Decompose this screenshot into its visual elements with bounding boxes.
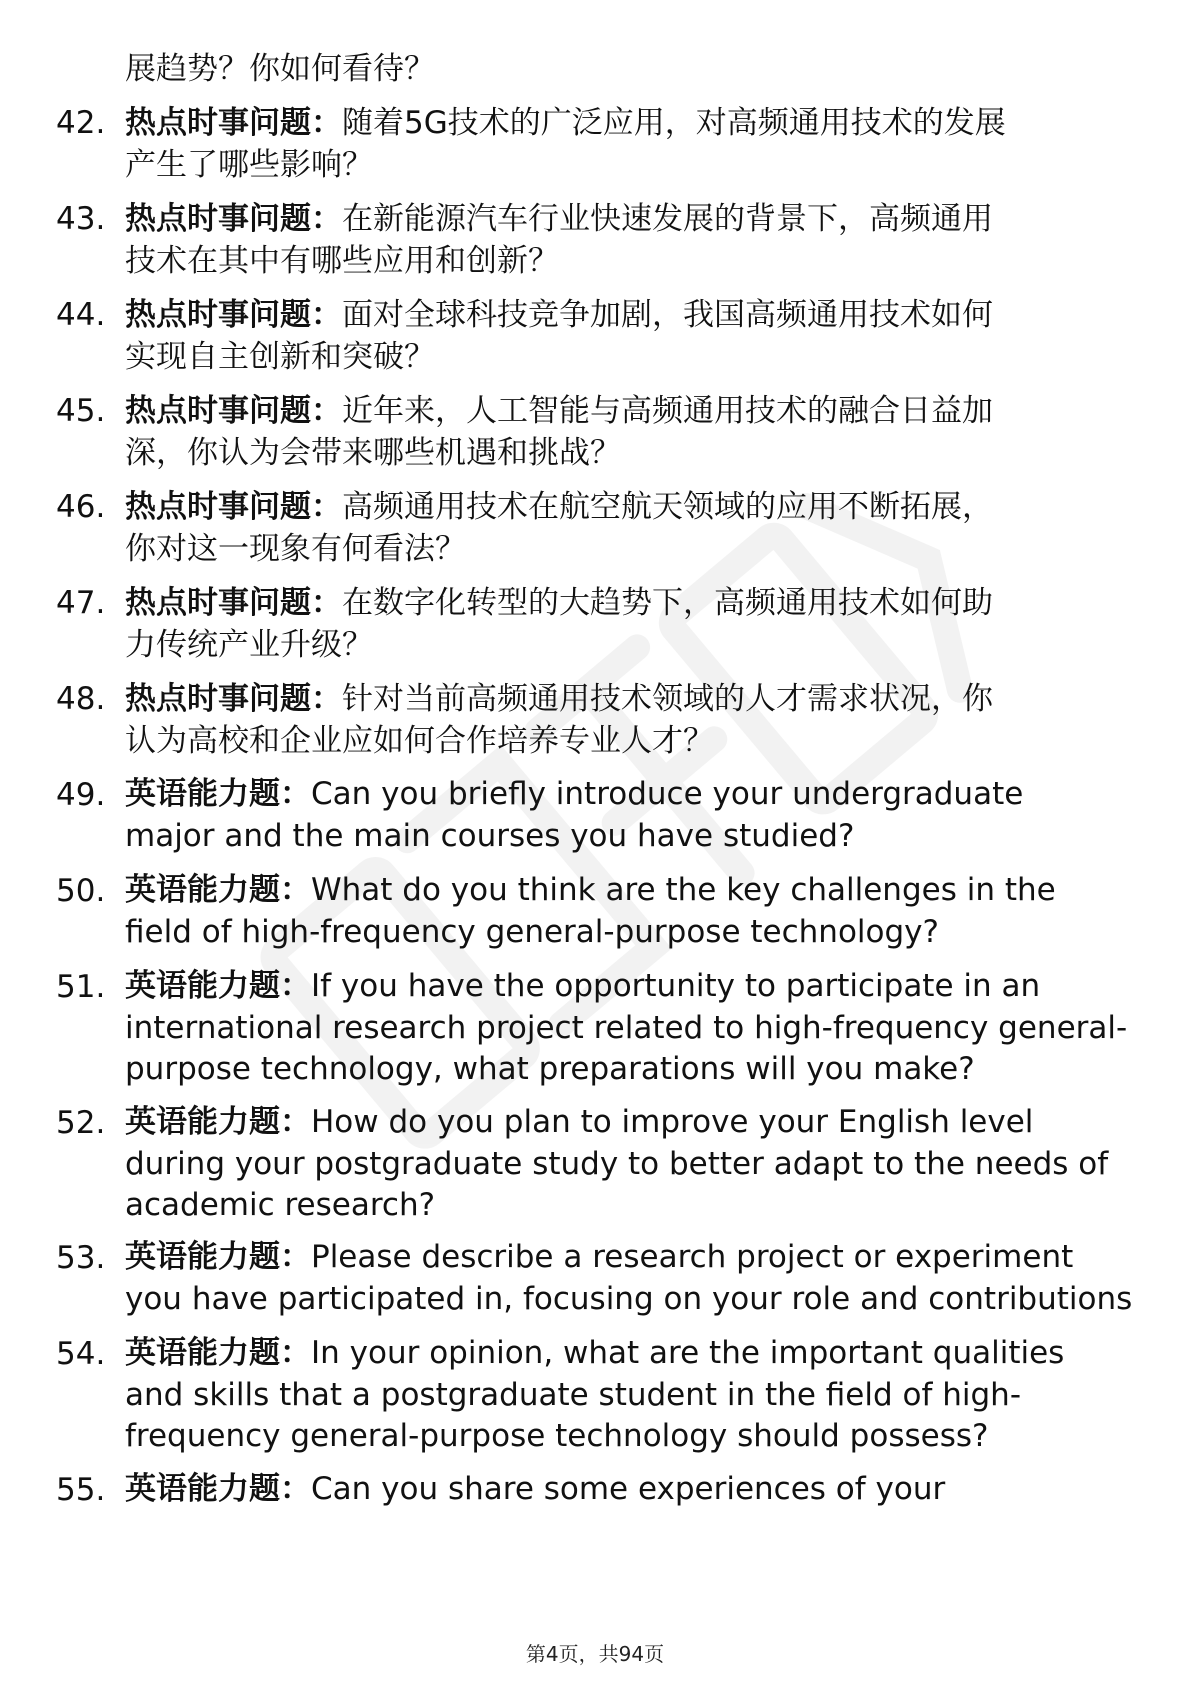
item-number: 55. bbox=[56, 1472, 106, 1508]
question-text: What do you think are the key challenges in the bbox=[311, 872, 1056, 908]
question-category-label: 英语能力题： bbox=[125, 1239, 311, 1275]
item-text-line bbox=[125, 144, 1125, 186]
item-text-line bbox=[125, 486, 1125, 528]
question-category-label: 热点时事问题： bbox=[125, 489, 342, 525]
question-text: during your postgraduate study to better adapt to the needs of bbox=[125, 1145, 1109, 1182]
item-text-line bbox=[125, 1008, 1128, 1050]
item-text bbox=[125, 582, 1125, 666]
question-text: you have participated in, focusing on your role and contributions bbox=[125, 1280, 1133, 1317]
item-text bbox=[125, 1102, 1125, 1227]
item-text-line bbox=[125, 390, 1125, 432]
item-text-line bbox=[125, 720, 1125, 762]
item-text-line bbox=[125, 966, 1125, 1008]
question-category-label: 热点时事问题： bbox=[125, 393, 342, 429]
question-category-label: 热点时事问题： bbox=[125, 681, 342, 717]
question-text: 认为高校和企业应如何合作培养专业人才？ bbox=[125, 723, 714, 759]
item-number: 48. bbox=[56, 681, 106, 717]
item-text-line bbox=[125, 1102, 1125, 1144]
item-number: 54. bbox=[56, 1336, 106, 1372]
item-text-line bbox=[125, 432, 1125, 474]
question-text: major and the main courses you have studied? bbox=[125, 817, 855, 854]
question-text: 在新能源汽车行业快速发展的背景下，高频通用 bbox=[342, 201, 993, 237]
item-number: 53. bbox=[56, 1240, 106, 1276]
item-number: 46. bbox=[56, 489, 106, 525]
question-text: Please describe a research project or experiment bbox=[311, 1239, 1074, 1275]
item-text-line bbox=[125, 912, 1125, 954]
item-text bbox=[125, 966, 1128, 1091]
question-text: field of high-frequency general-purpose technology? bbox=[125, 913, 939, 950]
item-text-line bbox=[125, 1049, 1125, 1091]
question-category-label: 英语能力题： bbox=[125, 872, 311, 908]
item-number: 42. bbox=[56, 105, 106, 141]
item-text bbox=[125, 198, 1125, 282]
question-text: international research project related to high-frequency general- bbox=[125, 1009, 1128, 1046]
question-text: frequency general-purpose technology should possess? bbox=[125, 1418, 989, 1454]
item-number: 47. bbox=[56, 585, 106, 621]
question-text: 你对这一现象有何看法？ bbox=[125, 531, 466, 567]
item-text-line bbox=[125, 102, 1125, 144]
question-category-label: 英语能力题： bbox=[125, 1335, 311, 1371]
question-text: 随着5G技术的广泛应用，对高频通用技术的发展 bbox=[342, 105, 1006, 141]
item-number: 49. bbox=[56, 777, 106, 813]
question-text: How do you plan to improve your English level bbox=[311, 1104, 1034, 1140]
question-text: 针对当前高频通用技术领域的人才需求状况，你 bbox=[342, 681, 993, 717]
question-text: 高频通用技术在航空航天领域的应用不断拓展， bbox=[342, 489, 993, 525]
item-number: 50. bbox=[56, 873, 106, 909]
item-text bbox=[125, 102, 1125, 186]
item-text-line bbox=[125, 198, 1125, 240]
question-text: purpose technology, what preparations will you make? bbox=[125, 1051, 975, 1087]
item-text-line bbox=[125, 678, 1125, 720]
item-text bbox=[125, 1237, 1133, 1320]
item-text bbox=[125, 774, 1125, 857]
question-text: In your opinion, what are the important qualities bbox=[311, 1335, 1065, 1371]
item-text-line bbox=[125, 240, 1125, 282]
question-text: 近年来，人工智能与高频通用技术的融合日益加 bbox=[342, 393, 993, 429]
item-text-line bbox=[125, 1416, 1125, 1458]
item-number: 52. bbox=[56, 1105, 106, 1141]
question-text: 实现自主创新和突破？ bbox=[125, 339, 435, 375]
question-category-label: 英语能力题： bbox=[125, 1471, 311, 1507]
question-text: 面对全球科技竞争加剧，我国高频通用技术如何 bbox=[342, 297, 993, 333]
item-text bbox=[125, 294, 1125, 378]
question-category-label: 英语能力题： bbox=[125, 968, 311, 1004]
item-text-line bbox=[125, 1375, 1125, 1417]
item-text-line bbox=[125, 624, 1125, 666]
question-text: 深，你认为会带来哪些机遇和挑战？ bbox=[125, 435, 621, 471]
question-text: 力传统产业升级？ bbox=[125, 627, 373, 663]
item-text-line bbox=[125, 528, 1125, 570]
question-category-label: 英语能力题： bbox=[125, 1104, 311, 1140]
item-number: 45. bbox=[56, 393, 106, 429]
item-number: 51. bbox=[56, 969, 106, 1005]
question-category-label: 英语能力题： bbox=[125, 776, 311, 812]
item-text bbox=[125, 390, 1125, 474]
item-text-line bbox=[125, 1279, 1133, 1321]
question-text: academic research? bbox=[125, 1187, 436, 1223]
page-footer: 第4页，共94页 bbox=[525, 1642, 665, 1666]
item-text-line bbox=[125, 294, 1125, 336]
item-text-line bbox=[125, 336, 1125, 378]
question-category-label: 热点时事问题： bbox=[125, 585, 342, 621]
item-text-line bbox=[125, 1237, 1125, 1279]
question-text: 技术在其中有哪些应用和创新？ bbox=[125, 243, 559, 279]
item-text bbox=[125, 870, 1125, 953]
question-category-label: 热点时事问题： bbox=[125, 297, 342, 333]
item-text bbox=[125, 678, 1125, 762]
item-text-line bbox=[125, 1144, 1125, 1186]
continuation-text: 展趋势？你如何看待？ bbox=[125, 51, 435, 87]
item-text-line bbox=[125, 1469, 1125, 1511]
item-text-line bbox=[125, 1333, 1125, 1375]
item-text-line bbox=[125, 816, 1125, 858]
question-text: Can you briefly introduce your undergraduate bbox=[311, 776, 1024, 812]
item-number: 44. bbox=[56, 297, 106, 333]
item-text-line bbox=[125, 1185, 1125, 1227]
question-category-label: 热点时事问题： bbox=[125, 201, 342, 237]
question-text: and skills that a postgraduate student in the field of high- bbox=[125, 1376, 1022, 1413]
item-text-line bbox=[125, 582, 1125, 624]
item-text-line bbox=[125, 774, 1125, 816]
question-text: 产生了哪些影响？ bbox=[125, 147, 373, 183]
question-text: Can you share some experiences of your bbox=[311, 1471, 946, 1507]
item-number: 43. bbox=[56, 201, 106, 237]
question-category-label: 热点时事问题： bbox=[125, 105, 342, 141]
item-text-line bbox=[125, 870, 1125, 912]
item-text bbox=[125, 486, 1125, 570]
question-text: 在数字化转型的大趋势下，高频通用技术如何助 bbox=[342, 585, 993, 621]
question-text: If you have the opportunity to participate in an bbox=[311, 968, 1041, 1004]
item-text bbox=[125, 1469, 1125, 1511]
item-text bbox=[125, 1333, 1125, 1458]
